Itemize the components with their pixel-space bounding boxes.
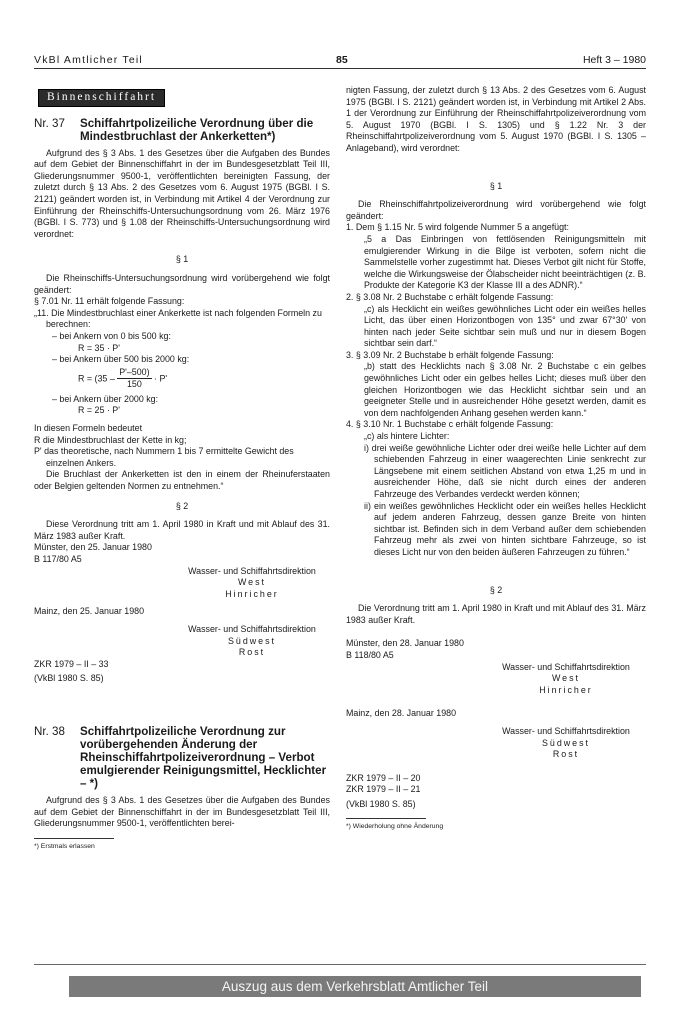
nr37-ref1: B 117/80 A5 (34, 554, 82, 564)
nr37-heading (34, 117, 330, 143)
nr37-formula3: R = 25 · P' (78, 405, 120, 416)
nr37-place1: Münster, den 25. Januar 1980 (34, 542, 152, 553)
footnote-left: *) Erstmals erlassen (34, 842, 95, 850)
nr37-formula2-fraction (117, 367, 151, 391)
footnote-rule-right (346, 818, 426, 819)
nr38-place2: Mainz, den 28. Januar 1980 (346, 708, 457, 719)
nr38-s2-text: Die Verordnung tritt am 1. April 1980 in Kraft und mit Ablauf des 31. März 1983 außer Kraft. (346, 603, 646, 625)
issue-label: Heft 3 – 1980 (582, 54, 646, 66)
nr37-formula2-numerator: P'–500) (117, 367, 151, 380)
right-column (346, 85, 646, 833)
nr38-zkr2: ZKR 1979 – II – 21 (346, 784, 421, 795)
nr37-s1: § 1 (175, 254, 189, 265)
section-label: Binnenschiffahrt (38, 89, 165, 107)
nr38-item3-text: „b) statt des Hecklichts nach § 3.08 Nr. 2 Buchstabe c ein gelbes gewöhnliches Licht oder ein gelbes helles Licht; dieses muß über den gleichen Horizontbogen wie das Hecklicht sichtbar sein und an geeigneter Stelle und in ausreichender Höhe gesetzt werden, damit es von dem nachfolgenden Anhang gesehen werden kann.“ (364, 361, 646, 418)
nr37-title: Schiffahrtpolizeiliche Verordnung über die Mindestbruchlast der Ankerketten*) (80, 116, 314, 143)
nr38-item4-ii: ii) ein weißes gewöhnliches Hecklicht oder ein weißes helles Hecklicht auf jedem anderen Fahrzeug, dessen ganze Breite von hinten sichtbar ist. Befinden sich in dem Verband außer dem schiebenden Fahrzeug mehr als zwei von hinten sichtbare Fahrzeuge, so ist dieses Licht nur von den beiden äußeren Fahrzeugen zu führen.“ (364, 500, 646, 557)
footer-banner: Auszug aus dem Verkehrsblatt Amtlicher Teil (69, 976, 641, 997)
nr37-article: § 7.01 Nr. 11 erhält folgende Fassung: (34, 296, 185, 307)
nr37-intro: Aufgrund des § 3 Abs. 1 des Gesetzes über die Aufgaben des Bundes auf dem Gebiet der Binnenschiffahrt in der im Bundesgesetzblatt Teil III, Gliederungsnummer 9500-1, veröffentlichten bereinigten Fassung, der zuletzt durch § 13 Abs. 2 des Gesetzes vom 6. August 1975 (BGBl. I S. 2121) geändert worden ist, in Verbindung mit Artikel 4 der Verordnung zur Einführung der Rheinschiffs-Untersuchungsordnung vom 26. März 1976 (BGBl. I S. 773) und § 1.08 der Rheinschiffs-Untersuchungsordnung wird verordnet: (34, 147, 330, 239)
nr37-region1: West (237, 577, 267, 588)
footnote-rule-left (34, 838, 114, 839)
nr38-item2: 2. § 3.08 Nr. 2 Buchstabe c erhält folgende Fassung: (346, 291, 554, 302)
nr38-authority2: Wasser- und Schiffahrtsdirektion (502, 725, 630, 736)
nr37-case1: – bei Ankern von 0 bis 500 kg: (52, 330, 171, 341)
nr38-number: Nr. 38 (34, 724, 65, 738)
nr38-item4-i: i) drei weiße gewöhnliche Lichter oder drei weiße helle Lichter auf dem schiebenden Fahrzeug in einer waagerechten Linie senkrecht zur Längsebene mit einem seitlichen Abstand von etwa 1,25 m und in ausreichender Höhe, daß sie nicht durch eines der anderen Fahrzeuge des Verbandes verdeckt werden können; (364, 442, 646, 499)
nr38-signatory2: Rost (552, 749, 580, 760)
nr37-legend-intro: In diesen Formeln bedeutet (34, 423, 143, 434)
nr37-legend-r: R die Mindestbruchlast der Kette in kg; (34, 434, 187, 445)
nr37-authority1: Wasser- und Schiffahrtsdirektion (188, 565, 316, 576)
footnote-right: *) Wiederholung ohne Änderung (346, 823, 444, 831)
nr38-region2: Südwest (541, 737, 591, 748)
nr37-case3: – bei Ankern über 2000 kg: (52, 393, 159, 404)
nr38-item1: 1. Dem § 1.15 Nr. 5 wird folgende Nummer 5 a angefügt: (346, 222, 569, 233)
nr37-formula2-denominator: 150 (126, 379, 142, 390)
nr38-item1-text: „5 a Das Einbringen von fettlösenden Reinigungsmitteln mit emulgierender Wirkung in die Bilge ist verboten, sofern nicht die Sammelstelle vorher zugestimmt hat. Dieses Verbot gilt nicht für Stoffe, welche die Wirkungsweise der Ölabscheider nicht beeinträchtigen (z. B. Produkte der Kategorie K3 der Klasse III a des ADNR).“ (364, 233, 646, 291)
nr38-item4-intro: „c) als hintere Lichter: (364, 431, 450, 442)
nr37-s1-text: Die Rheinschiffs-Untersuchungsordnung wird vorübergehend wie folgt geändert: (34, 272, 330, 295)
nr37-signatory1: Hinricher (225, 588, 279, 599)
nr37-closing: Die Bruchlast der Ankerketten ist den in einem der Rheinuferstaaten oder Belgien geltenden Normen zu entnehmen.“ (34, 469, 330, 492)
nr37-vkbl: (VkBl 1980 S. 85) (34, 673, 104, 684)
nr38-item3: 3. § 3.09 Nr. 2 Buchstabe b erhält folgende Fassung: (346, 349, 554, 360)
nr38-s1: § 1 (489, 180, 503, 191)
nr38-s2: § 2 (489, 584, 503, 595)
nr38-intro: Aufgrund des § 3 Abs. 1 des Gesetzes über die Aufgaben des Bundes auf dem Gebiet der Binnenschiffahrt in der im Bundesgesetzblatt Teil III, Gliederungsnummer 9500-1, veröffentlichten berei- (34, 794, 330, 829)
nr38-authority1: Wasser- und Schiffahrtsdirektion (502, 661, 630, 672)
nr38-heading (34, 725, 330, 790)
nr38-ref1: B 118/80 A5 (346, 649, 394, 660)
nr37-zkr: ZKR 1979 – II – 33 (34, 658, 109, 669)
nr37-signatory2: Rost (238, 647, 266, 658)
nr38-s1-text: Die Rheinschiffahrtpolizeiverordnung wird vorübergehend wie folgt geändert: (346, 199, 646, 221)
nr38-signatory1: Hinricher (539, 684, 593, 695)
nr37-region2: Südwest (227, 635, 277, 646)
nr37-s2: § 2 (175, 500, 189, 511)
nr37-legend-p: P' das theoretische, nach Nummern 1 bis 7 ermittelte Gewicht des einzelnen Ankers. (34, 446, 294, 468)
nr38-vkbl: (VkBl 1980 S. 85) (346, 798, 416, 809)
bottom-rule (34, 964, 646, 965)
nr37-formula2 (34, 367, 330, 391)
nr37-place2: Mainz, den 25. Januar 1980 (34, 606, 145, 617)
left-column (34, 84, 330, 852)
nr38-title: Schiffahrtpolizeiliche Verordnung zur vorübergehenden Änderung der Rheinschiffahrtpolizeiverordnung – Verbot emulgierender Reinigungsmittel, Hecklichter – *) (80, 724, 327, 790)
nr38-zkr1: ZKR 1979 – II – 20 (346, 772, 421, 783)
nr37-formula2-post: · P' (154, 373, 168, 384)
nr38-place1: Münster, den 28. Januar 1980 (346, 638, 464, 649)
nr38-item4: 4. § 3.10 Nr. 1 Buchstabe c erhält folgende Fassung: (346, 419, 554, 430)
nr38-region1: West (551, 673, 581, 684)
nr37-s2-text: Diese Verordnung tritt am 1. April 1980 in Kraft und mit Ablauf des 31. März 1983 außer Kraft. (34, 519, 330, 541)
nr38-item2-text: „c) als Hecklicht ein weißes gewöhnliches Licht oder ein weißes helles Licht, das über einen Horizontbogen von 135° und zwar 67°30' von hinten nach jeder Seite sichtbar sein muß und nur in diesem Bogen sichtbar sein darf.“ (364, 303, 646, 349)
nr37-art11: „11. Die Mindestbruchlast einer Ankerkette ist nach folgenden Formeln zu berechnen: (34, 307, 322, 330)
nr37-case2: – bei Ankern über 500 bis 2000 kg: (52, 354, 190, 365)
journal-title: VkBl Amtlicher Teil (34, 54, 143, 66)
running-header (34, 54, 646, 69)
nr37-formula1: R = 35 · P' (78, 342, 120, 353)
page-number: 85 (336, 54, 348, 66)
nr38-intro-continued: nigten Fassung, der zuletzt durch § 13 Abs. 2 des Gesetzes vom 6. August 1975 (BGBl. I S. 2121) geändert worden ist, in Verbindung mit Artikel 2 Abs. 1 der Verordnung zur Einführung der Rheinschiffahrtpolizeiverordnung vom 5. August 1970 (BGBl. I S. 1305) und § 1.22 Nr. 3 der Rheinschiffahrtpolizeiverordnung vom 5. August 1970 (BGBl. I S. 1305 – Anlageband), wird verordnet: (346, 85, 646, 153)
nr37-number: Nr. 37 (34, 116, 65, 130)
nr37-formula2-pre: R = (35 – (78, 373, 115, 384)
nr37-authority2: Wasser- und Schiffahrtsdirektion (188, 623, 316, 634)
